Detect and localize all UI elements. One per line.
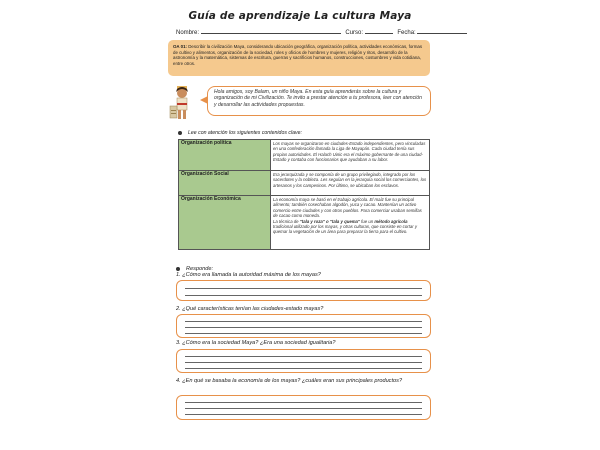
row-heading: Organización política: [179, 140, 271, 171]
question-1: 1. ¿Cómo era llamada la autoridad máxima de los mayas?: [176, 272, 321, 278]
nombre-label: Nombre:: [176, 30, 200, 36]
objective-code: OA 01:: [173, 44, 187, 49]
curso-label: Curso:: [345, 30, 364, 36]
answer-box-3[interactable]: [176, 349, 431, 373]
answer-box-2[interactable]: [176, 314, 431, 338]
question-2: 2. ¿Qué características tenían las ciudades-estado mayas?: [176, 306, 324, 312]
maya-child-icon: [168, 84, 196, 122]
economy-text-2e: tradicional utilizado por los mayas, y otras culturas, que consiste en cortar y quemar la vegetación de un área para preparar la tierra para el cultivo.: [273, 224, 418, 235]
row-heading: Organización Social: [179, 171, 271, 196]
economy-text-2d: método agrícola: [374, 218, 408, 224]
curso-field[interactable]: [365, 28, 393, 34]
answer-box-4[interactable]: [176, 395, 431, 420]
answer-line: [185, 327, 422, 328]
answer-line: [185, 402, 422, 403]
answer-line: [185, 321, 422, 322]
student-fields: [176, 28, 467, 36]
learning-objective: [168, 40, 430, 76]
answer-line: [185, 333, 422, 334]
intro-label: Lee con atención los siguientes contenidos clave:: [188, 130, 302, 136]
table-row: [179, 196, 430, 250]
economy-text-2a: La técnica de: [273, 218, 300, 224]
fecha-label: Fecha:: [397, 30, 416, 36]
answer-line: [185, 368, 422, 369]
economy-text-2: [273, 219, 427, 235]
answer-line: [185, 288, 422, 289]
row-text: [271, 196, 430, 250]
nombre-field[interactable]: [201, 28, 341, 34]
table-row: [179, 140, 430, 171]
row-text: Era jerarquizada y se componía de un grupo privilegiado, integrado por los sacerdotes y la nobleza. Les seguían en la jerarquía social los comerciantes, los artesanos y los campesinos. Por último, se ubicaban los esclavos.: [271, 171, 430, 196]
content-table: [178, 139, 430, 250]
economy-text-2c: fue un: [359, 218, 375, 224]
question-3: 3. ¿Cómo era la sociedad Maya? ¿Era una sociedad igualitaria?: [176, 340, 336, 346]
question-4: 4. ¿En qué se basaba la economía de los mayas? ¿cuáles eran sus principales productos?: [176, 378, 403, 384]
answer-line: [185, 362, 422, 363]
economy-text-2b: "tala y roza" o "tala y quema": [299, 218, 360, 224]
speech-bubble: Hola amigos, soy Balam, un niño Maya. En esta guía aprenderás sobre la cultura y organización de mi Civilización. Te invito a prestar atención a tu profesora, leer con atención y desarrollar las actividades propuestas.: [207, 86, 431, 116]
fecha-field[interactable]: [417, 28, 467, 34]
page-title: Guía de aprendizaje La cultura Maya: [188, 10, 412, 22]
intro-text: [178, 130, 302, 136]
objective-text: Describir la civilización Maya, considerando ubicación geográfica, organización política, actividades económicas, formas de cultivo y alimentos, organización de la sociedad, roles y oficios de hombres y mujeres, religión y ritos, desarrollo de la astronomía y la matemática, sistemas de escritura, guerras y sacrificios humanos, construcciones, costumbres y vida cotidiana, entre otros.: [173, 44, 423, 66]
table-row: [179, 171, 430, 196]
economy-text-1: La economía maya se basó en el trabajo agrícola. El maíz fue su principal alimento; también cosechaban algodón, yuca y cacao. Mantenían un activo comercio entre ciudades y con otros pueblos. Para comerciar usaban semillas de cacao como moneda.: [273, 197, 422, 219]
answer-box-1[interactable]: [176, 280, 431, 301]
bullet-icon: [178, 131, 182, 135]
answer-line: [185, 356, 422, 357]
answer-line: [185, 408, 422, 409]
answer-line: [185, 295, 422, 296]
bullet-icon: [176, 267, 180, 271]
row-heading: Organización Económica: [179, 196, 271, 250]
answer-line: [185, 414, 422, 415]
respond-label: Responde:: [186, 266, 214, 272]
row-text: Los mayas se organizaron en ciudades-Estado independientes, pero vinculadas en una confederación llamada la Liga de Mayapán. Cada ciudad tenía sus propias autoridades. El Halach Uinic era el máximo gobernante de una ciudad-Estado y contaba con funcionarios que ayudaban a su labor.: [271, 140, 430, 171]
